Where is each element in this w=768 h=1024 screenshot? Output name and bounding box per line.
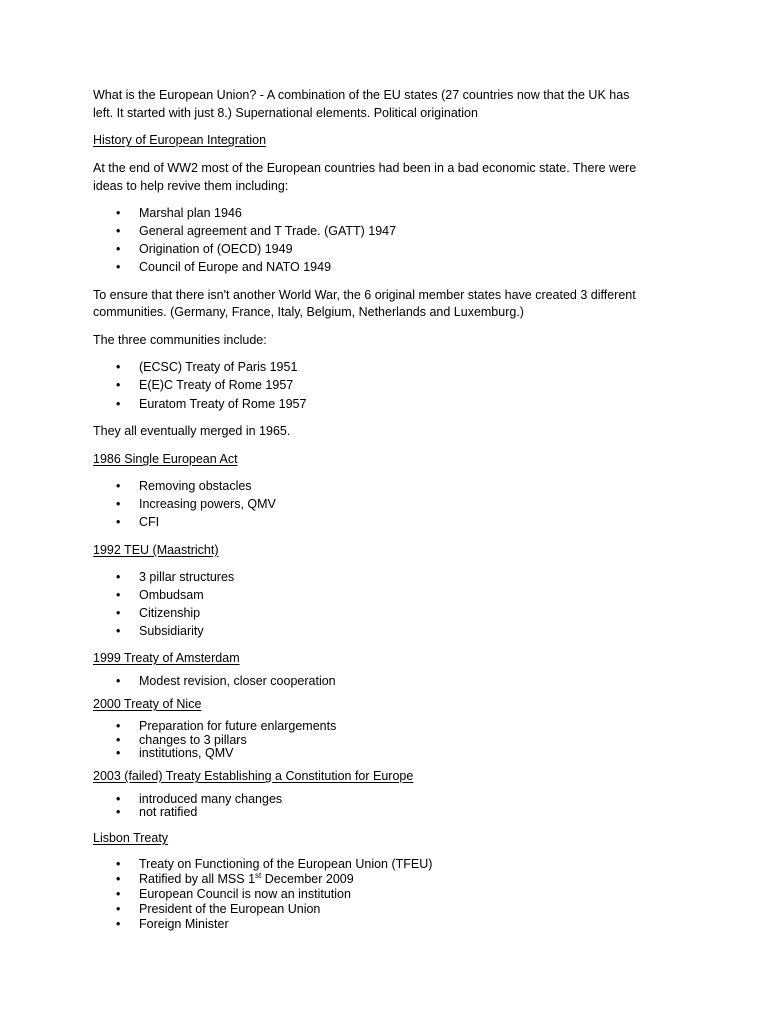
history-heading: History of European Integration — [93, 133, 267, 147]
bullet: • — [116, 792, 121, 806]
bullet: • — [116, 746, 121, 760]
list-item: • General agreement and T Trade. (GATT) 1947 — [116, 224, 397, 238]
history-line-2: ideas to help revive them including: — [93, 179, 289, 193]
bullet: • — [116, 206, 121, 220]
bullet: • — [116, 887, 121, 901]
teu-heading: 1992 TEU (Maastricht) — [93, 543, 219, 557]
list-item: • Removing obstacles — [116, 479, 252, 493]
bullet: • — [116, 497, 121, 511]
list-item: • E(E)C Treaty of Rome 1957 — [116, 378, 294, 392]
history-line-1: At the end of WW2 most of the European countries had been in a bad economic state. There were — [93, 161, 637, 175]
bullet: • — [116, 360, 121, 374]
list-item: • changes to 3 pillars — [116, 733, 247, 747]
bullet: • — [116, 260, 121, 274]
list-item: • Modest revision, closer cooperation — [116, 674, 336, 688]
list-item: • (ECSC) Treaty of Paris 1951 — [116, 360, 298, 374]
sea-heading: 1986 Single European Act — [93, 452, 238, 466]
list-item: • European Council is now an institution — [116, 887, 351, 901]
list-item: • Origination of (OECD) 1949 — [116, 242, 293, 256]
list-item: • Citizenship — [116, 606, 201, 620]
bullet: • — [116, 917, 121, 931]
communities-intro: The three communities include: — [93, 333, 267, 347]
list-item: • introduced many changes — [116, 792, 283, 806]
list-item: • Marshal plan 1946 — [116, 206, 242, 220]
list-item: • CFI — [116, 515, 160, 529]
list-item: • President of the European Union — [116, 902, 321, 916]
list-item: • Ombudsam — [116, 588, 204, 602]
list-item: • Subsidiarity — [116, 624, 204, 638]
list-item: • Foreign Minister — [116, 917, 229, 931]
intro-line-2: left. It started with just 8.) Supernational elements. Political origination — [93, 106, 478, 120]
bullet: • — [116, 224, 121, 238]
bullet: • — [116, 624, 121, 638]
list-item: • Treaty on Functioning of the European Union (TFEU) — [116, 857, 433, 871]
communities-line-2: communities. (Germany, France, Italy, Belgium, Netherlands and Luxemburg.) — [93, 305, 524, 319]
bullet: • — [116, 588, 121, 602]
constitution-heading: 2003 (failed) Treaty Establishing a Constitution for Europe — [93, 769, 414, 783]
bullet: • — [116, 733, 121, 747]
list-item: • Ratified by all MSS 1st December 2009 — [116, 870, 354, 886]
bullet: • — [116, 872, 121, 886]
amsterdam-heading: 1999 Treaty of Amsterdam — [93, 651, 240, 665]
bullet: • — [116, 719, 121, 733]
list-item: • 3 pillar structures — [116, 570, 235, 584]
list-item: • not ratified — [116, 805, 198, 819]
lisbon-heading: Lisbon Treaty — [93, 831, 169, 845]
bullet: • — [116, 857, 121, 871]
list-item: • Increasing powers, QMV — [116, 497, 276, 511]
bullet: • — [116, 397, 121, 411]
list-item: • institutions, QMV — [116, 746, 234, 760]
bullet: • — [116, 515, 121, 529]
bullet: • — [116, 606, 121, 620]
list-item: • Council of Europe and NATO 1949 — [116, 260, 332, 274]
bullet: • — [116, 570, 121, 584]
bullet: • — [116, 674, 121, 688]
bullet: • — [116, 805, 121, 819]
list-item: • Euratom Treaty of Rome 1957 — [116, 397, 307, 411]
nice-heading: 2000 Treaty of Nice — [93, 697, 202, 711]
communities-line-1: To ensure that there isn't another World War, the 6 original member states have created 3 different — [93, 288, 636, 302]
bullet: • — [116, 902, 121, 916]
list-item: • Preparation for future enlargements — [116, 719, 337, 733]
intro-line-1: What is the European Union? - A combination of the EU states (27 countries now that the UK has — [93, 88, 630, 102]
bullet: • — [116, 242, 121, 256]
bullet: • — [116, 378, 121, 392]
bullet: • — [116, 479, 121, 493]
merged-line: They all eventually merged in 1965. — [93, 424, 291, 438]
